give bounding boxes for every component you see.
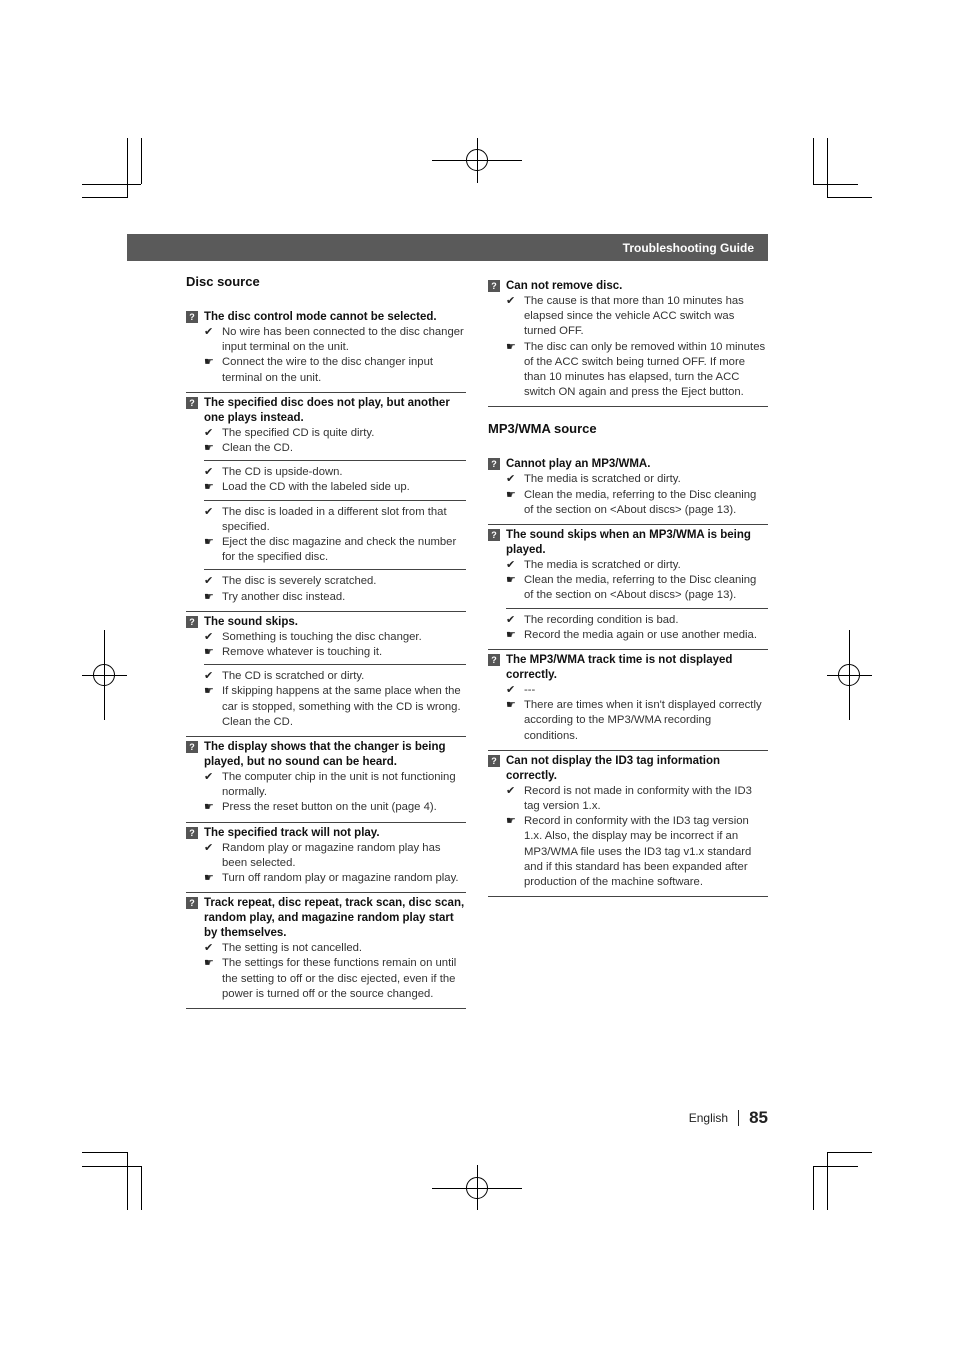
pointing-hand-icon: ☛ [506,699,516,712]
remedy-text: Eject the disc magazine and check the number for the specified disc. [222,536,457,564]
crop-mark [827,197,872,198]
pointing-hand-icon: ☛ [204,957,214,970]
check-icon: ✔ [506,559,516,572]
remedy-row [506,628,768,643]
question-icon: ? [488,458,500,470]
check-icon: ✔ [506,473,516,486]
crop-mark [82,184,141,185]
registration-circle [466,149,488,171]
remedy-row [204,684,466,730]
remedy-row [204,956,466,1002]
cause-row [204,426,466,441]
question-text: The disc control mode cannot be selected. [204,311,437,323]
cause-row [204,630,466,645]
remedy-row [506,814,768,890]
cause-row [506,472,768,487]
registration-circle [466,1177,488,1199]
question-icon: ? [186,827,198,839]
question-icon: ? [488,755,500,767]
remedy-row [506,573,768,603]
pointing-hand-icon: ☛ [204,872,214,885]
cause-text: The media is scratched or dirty. [524,559,681,572]
cause-text: Random play or magazine random play has been selected. [222,841,441,869]
question-icon: ? [186,897,198,909]
footer-language: English [688,1111,729,1125]
cause-row [204,505,466,535]
disc-source-list [186,307,466,1009]
cause-row [204,465,466,480]
pointing-hand-icon: ☛ [204,646,214,659]
check-icon: ✔ [506,613,516,626]
question-icon: ? [488,654,500,666]
pointing-hand-icon: ☛ [204,590,214,603]
check-icon: ✔ [506,295,516,307]
question-text: Cannot play an MP3/WMA. [506,458,651,471]
question-icon: ? [488,529,500,541]
cause-remedy-group [506,683,768,744]
question-icon: ? [186,741,198,753]
check-icon: ✔ [204,426,214,439]
remedy-text: The settings for these functions remain on until the setting to off or the disc ejected, even if the power is turned off or the source changed. [222,957,457,1000]
remedy-text: Remove whatever is touching it. [222,646,383,659]
question [488,279,768,294]
remedy-row [204,800,466,815]
cause-remedy-group [204,325,466,386]
question-icon: ? [488,280,500,292]
remedy-text: Press the reset button on the unit (page 4). [222,801,437,814]
troubleshooting-item [488,751,768,897]
crop-mark [141,138,142,184]
cause-row [506,558,768,573]
question-text: Can not remove disc. [506,280,623,292]
header-band [127,234,768,261]
question [186,826,466,841]
cause-remedy-group [506,784,768,890]
question-text: The specified disc does not play, but another one plays instead. [204,396,450,424]
cause-remedy-group [204,460,466,495]
pointing-hand-icon: ☛ [506,574,516,587]
question [186,396,466,426]
remedy-row [506,488,768,518]
remedy-text: Load the CD with the labeled side up. [222,481,410,494]
remedy-row [204,355,466,385]
check-icon: ✔ [204,942,214,955]
crop-mark [82,197,128,198]
crop-mark [813,184,858,185]
cause-text: The cause is that more than 10 minutes has elapsed since the vehicle ACC switch was turned OFF. [524,295,744,338]
cause-row [204,574,466,589]
troubleshooting-item [488,650,768,751]
remedy-text: Try another disc instead. [222,590,346,603]
crop-mark [82,1166,141,1167]
cause-remedy-group [506,472,768,518]
cause-row [506,784,768,814]
cause-remedy-group [204,500,466,566]
pointing-hand-icon: ☛ [506,815,516,828]
cause-row [204,669,466,684]
cause-text: No wire has been connected to the disc changer input terminal on the unit. [222,326,464,354]
cause-text: The setting is not cancelled. [222,942,363,955]
cause-text: Record is not made in conformity with the ID3 tag version 1.x. [524,784,752,813]
cause-row [204,325,466,355]
crop-mark [827,138,828,198]
cause-text: Something is touching the disc changer. [222,630,422,643]
crop-mark [813,1166,858,1167]
cause-text: The CD is upside-down. [222,466,343,479]
cause-remedy-group [204,770,466,816]
pointing-hand-icon: ☛ [204,536,214,549]
question-text: The display shows that the changer is being played, but no sound can be heard. [204,741,446,769]
troubleshooting-item [186,307,466,393]
pointing-hand-icon: ☛ [506,628,516,641]
troubleshooting-item [488,454,768,525]
disc-removal-list [488,276,768,407]
question [488,754,768,784]
page-number: 85 [749,1108,768,1127]
troubleshooting-item [186,612,466,737]
pointing-hand-icon: ☛ [204,481,214,494]
pointing-hand-icon: ☛ [506,488,516,501]
question [186,310,466,325]
check-icon: ✔ [204,670,214,683]
troubleshooting-item [186,893,466,1009]
troubleshooting-item [488,276,768,407]
check-icon: ✔ [506,784,516,797]
question [186,615,466,630]
cause-remedy-group [204,841,466,887]
cause-row [204,941,466,956]
cause-row [506,613,768,628]
pointing-hand-icon: ☛ [204,356,214,369]
cause-text: The recording condition is bad. [524,613,679,626]
page-footer [689,1108,768,1128]
check-icon: ✔ [204,575,214,588]
check-icon: ✔ [506,684,516,697]
troubleshooting-item [186,823,466,894]
header-title: Troubleshooting Guide [622,241,754,255]
pointing-hand-icon: ☛ [204,801,214,814]
remedy-text: Connect the wire to the disc changer input terminal on the unit. [222,356,434,384]
crop-mark [82,1152,128,1153]
mp3-wma-source-title: MP3/WMA source [488,421,597,437]
crop-mark [127,138,128,198]
check-icon: ✔ [204,326,214,338]
crop-mark [827,1152,828,1210]
remedy-text: If skipping happens at the same place when the car is stopped, something with the CD is wrong. Clean the CD. [222,685,461,728]
mp3-wma-list [488,454,768,897]
question-text: Track repeat, disc repeat, track scan, disc scan, random play, and magazine random play start by themselves. [204,897,465,940]
crop-mark [813,1166,814,1210]
question [488,457,768,472]
remedy-text: The disc can only be removed within 10 minutes of the ACC switch being turned OFF. If more than 10 minutes has elapsed, turn the ACC switch ON again and press the Eject button. [524,340,766,399]
cause-remedy-group [204,664,466,730]
right-column [488,276,768,897]
cause-remedy-group [506,608,768,643]
remedy-text: Record the media again or use another media. [524,628,757,641]
cause-remedy-group [506,558,768,604]
troubleshooting-item [186,393,466,612]
cause-remedy-group [204,569,466,604]
pointing-hand-icon: ☛ [506,340,516,353]
question-text: The sound skips when an MP3/WMA is being played. [506,529,751,557]
cause-row [506,683,768,698]
cause-text: The specified CD is quite dirty. [222,426,375,439]
cause-remedy-group [204,630,466,660]
cause-text: The disc is severely scratched. [222,575,377,588]
left-column [186,274,466,1009]
remedy-row [204,590,466,605]
remedy-text: Turn off random play or magazine random play. [222,872,459,885]
question-text: The sound skips. [204,615,298,628]
question-icon: ? [186,616,198,628]
remedy-text: Clean the CD. [222,442,293,455]
cause-text: The computer chip in the unit is not functioning normally. [222,771,456,799]
registration-circle [838,664,860,686]
remedy-row [506,698,768,744]
pointing-hand-icon: ☛ [204,442,214,455]
cause-remedy-group [204,426,466,456]
cause-text: The CD is scratched or dirty. [222,670,365,683]
check-icon: ✔ [204,841,214,854]
cause-row [204,770,466,800]
check-icon: ✔ [204,466,214,479]
check-icon: ✔ [204,630,214,643]
remedy-row [204,871,466,886]
remedy-row [204,480,466,495]
remedy-row [204,645,466,660]
check-icon: ✔ [204,771,214,784]
registration-circle [93,664,115,686]
question-text: The specified track will not play. [204,826,380,839]
remedy-row [204,535,466,565]
crop-mark [813,138,814,184]
remedy-row [204,441,466,456]
cause-text: The disc is loaded in a different slot from that specified. [222,505,447,533]
cause-text: --- [524,684,536,697]
cause-row [506,294,768,340]
crop-mark [127,1152,128,1210]
troubleshooting-item [488,525,768,650]
cause-text: The media is scratched or dirty. [524,473,681,486]
cause-row [204,841,466,871]
remedy-text: Clean the media, referring to the Disc cleaning of the section on <About discs> (page 13). [524,574,757,602]
crop-mark [827,1152,872,1153]
question-text: Can not display the ID3 tag information correctly. [506,754,721,782]
check-icon: ✔ [204,505,214,518]
disc-source-title: Disc source [186,274,260,289]
remedy-text: There are times when it isn't displayed correctly according to the MP3/WMA recording conditions. [524,699,762,742]
cause-remedy-group [204,941,466,1002]
question [186,896,466,941]
pointing-hand-icon: ☛ [204,685,214,698]
question-icon: ? [186,311,198,323]
cause-remedy-group [506,294,768,400]
question-text: The MP3/WMA track time is not displayed correctly. [506,654,733,682]
question [488,653,768,683]
footer-divider [738,1110,739,1126]
remedy-text: Record in conformity with the ID3 tag version 1.x. Also, the display may be incorrect if an MP3/WMA file uses the ID3 tag v1.x standard and if this standard has been expanded after production of the machine software. [524,815,752,889]
question [488,528,768,558]
question-icon: ? [186,397,198,409]
troubleshooting-item [186,737,466,823]
crop-mark [141,1166,142,1210]
remedy-row [506,340,768,401]
remedy-text: Clean the media, referring to the Disc cleaning of the section on <About discs> (page 13). [524,488,757,516]
question [186,740,466,770]
